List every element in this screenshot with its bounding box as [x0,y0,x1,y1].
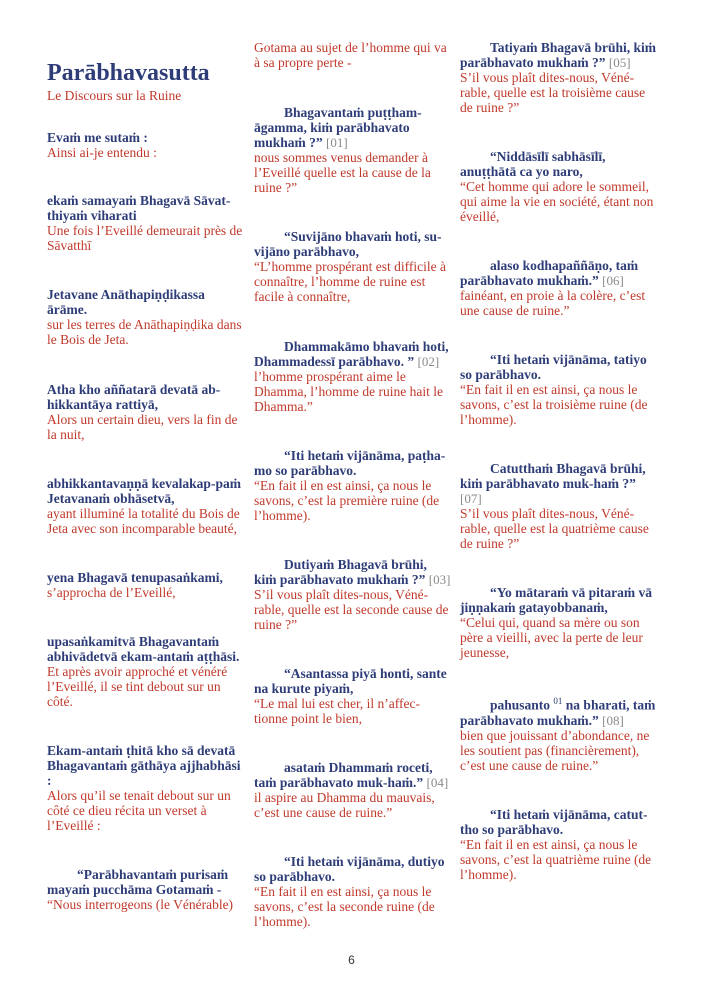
verse-block [460,807,660,882]
column-left [47,40,245,912]
french-text: “Nous interrogeons (le Vénérable) [47,896,234,912]
french-text: “En fait il en est ainsi, ça nous le savons, c’est la quatrième ruine (de l’homme). [460,836,652,882]
verse-block [254,854,451,929]
french-text: “Celui qui, quand sa mère ou son père a vieilli, avec la perte de leur jeunesse, [460,615,643,660]
pali-text-line: Dutiyaṁ Bhagavā brūhi, kiṁ parābhavato mukhaṁ ?” [254,557,427,587]
pali-text-line: pahusanto [490,697,551,713]
pali-text [254,105,451,150]
verse-block [47,476,245,536]
french-text: Une fois l’Eveillé demeurait près de Sāvatthī [47,222,243,253]
verse-block [254,448,451,523]
verse-block [47,382,245,442]
french-text: “En fait il en est ainsi, ça nous le savons, c’est la première ruine (de l’homme). [254,478,440,523]
verse-block [254,40,451,70]
french-text: ayant illuminé la totalité du Bois de Jeta avec son incomparable beauté, [47,505,240,536]
page-title: Parābhavasutta [47,60,210,86]
pali-text: upasaṅkamitvā Bhagavantaṁ abhivādetvā ekam-antaṁ aṭṭhāsi. [47,633,240,664]
footnote-marker: 01 [553,696,563,706]
pali-text-line: Tatiyaṁ Bhagavā brūhi, kiṁ parābhavato mukhaṁ ?” [460,40,657,70]
verse-block [460,258,660,318]
verse-block [47,193,245,253]
verse-block [47,287,245,347]
pali-text: Atha kho aññatarā devatā ab-hikkantāya rattiyā, [47,381,221,412]
verse-number: [08] [602,712,624,728]
french-text: S’il vous plaît dites-nous, Véné-rable, quelle est la troisième cause de ruine ?” [460,70,646,115]
verse-block [254,105,451,195]
verse-number: [04] [426,775,449,790]
pali-text-line: asataṁ Dhammaṁ roceti, taṁ parābhavato muk-haṁ.” [254,760,433,790]
french-text: S’il vous plaît dites-nous, Véné-rable, quelle est la quatrième cause de ruine ?” [460,506,649,551]
pali-text: Ekam-antaṁ ṭhitā kho sā devatā Bhagavantaṁ gāthāya ajjhabhāsi : [47,742,241,788]
pali-text-line: na bharati, taṁ parābhavato mukhaṁ.” [460,697,656,728]
verse-block [47,634,245,709]
verse-block [47,570,245,600]
pali-text: yena Bhagavā tenupasaṅkami, [47,569,223,585]
french-text: Alors qu’il se tenait debout sur un côté ce dieu récita un verset à l’Eveillé : [47,787,231,833]
french-text: S’il vous plaît dites-nous, Véné-rable, quelle est la seconde cause de ruine ?” [254,587,449,632]
pali-text [460,694,660,728]
french-text: Ainsi ai-je entendu : [47,144,157,160]
verse-number: [02] [417,354,440,369]
verse-block [460,149,660,224]
pali-text: “Niddāsīlī sabhāsīlī, anuṭṭhātā ca yo naro, [460,149,606,179]
page-number: 6 [348,953,355,967]
pali-text: ekaṁ samayaṁ Bhagavā Sāvat-thiyaṁ viharati [47,192,231,223]
pali-text-line: alaso kodhapaññāṇo, taṁ parābhavato mukhaṁ.” [460,258,639,288]
verse-block [254,339,451,414]
verse-block [254,666,451,726]
pali-text [460,40,660,70]
verse-block [460,40,660,115]
verse-block [460,352,660,427]
french-text: “En fait il en est ainsi, ça nous le savons, c’est la seconde ruine (de l’homme). [254,884,435,929]
pali-text: “Parābhavantaṁ purisaṁ mayaṁ pucchāma Gotamaṁ - [47,866,229,897]
verse-block [460,461,660,551]
pali-text: abhikkantavaṇṇā kevalakap-paṁ Jetavanaṁ obhāsetvā, [47,475,241,506]
pali-text [460,258,660,288]
verse-block [254,229,451,304]
verse-number: [05] [608,55,631,70]
verse-number: [07] [460,491,482,506]
verse-block [47,130,245,160]
french-text: il aspire au Dhamma du mauvais, c’est une cause de ruine.” [254,790,435,820]
pali-text [254,339,451,369]
french-text: “L’homme prospérant est difficile à connaître, l’homme de ruine est facile à connaître, [254,259,446,304]
verse-block [254,557,451,632]
french-text: s’approcha de l’Eveillé, [47,584,176,600]
pali-text [460,461,660,506]
verse-number: [06] [602,273,624,288]
pali-text [254,760,451,790]
pali-text: “Asantassa piyā honti, sante na kurute piyaṁ, [254,666,447,696]
pali-text [254,557,451,587]
pali-text: “Yo mātaraṁ vā pitaraṁ vā jiṇṇakaṁ gatayobbanaṁ, [460,585,652,615]
verse-block [460,585,660,660]
french-text: “En fait il en est ainsi, ça nous le savons, c’est la troisième ruine (de l’homme). [460,382,648,427]
verse-number: [03] [428,572,451,587]
pali-text: “Suvijāno bhavaṁ hoti, su-vijāno parābhavo, [254,229,442,259]
column-middle [254,40,451,929]
pali-text-line: Bhagavantaṁ puṭṭham-āgamma, kiṁ parābhavato mukhaṁ ?” [254,105,422,150]
page-subtitle: Le Discours sur la Ruine [47,88,182,104]
pali-text-line: Dhammakāmo bhavaṁ hoti, Dhammadessī parābhavo. ” [254,339,449,369]
french-text: “Le mal lui est cher, il n’affec-tionne point le bien, [254,696,421,726]
french-text: sur les terres de Anāthapiṇḍika dans le Bois de Jeta. [47,316,242,347]
french-text: fainéant, en proie à la colère, c’est une cause de ruine.” [460,288,646,318]
pali-text-line: Catutthaṁ Bhagavā brūhi, kiṁ parābhavato muk-haṁ ?” [460,461,646,491]
french-text: bien que jouissant d’abondance, ne les soutient pas (financièrement), c’est une cause de ruine.” [460,727,650,773]
pali-text: “Iti hetaṁ vijānāma, paṭha-mo so parābhavo. [254,448,446,478]
verse-number: [01] [326,135,348,150]
verse-block [47,743,245,833]
french-text: l’homme prospérant aime le Dhamma, l’homme de ruine hait le Dhamma.” [254,369,443,414]
column-right [460,40,660,882]
french-text: Alors un certain dieu, vers la fin de la nuit, [47,411,238,442]
pali-text: Evaṁ me sutaṁ : [47,129,148,145]
french-text: “Cet homme qui adore le sommeil, qui aime la vie en société, étant non éveillé, [460,179,654,224]
french-text: Gotama au sujet de l’homme qui va à sa propre perte - [254,40,447,70]
pali-text: “Iti hetaṁ vijānāma, tatiyo so parābhavo. [460,352,647,382]
verse-block [460,694,660,773]
verse-block [254,760,451,820]
french-text: Et après avoir approché et vénéré l’Eveillé, il se tint debout sur un côté. [47,663,228,709]
pali-text: “Iti hetaṁ vijānāma, catut-tho so parābhavo. [460,806,648,837]
french-text: nous sommes venus demander à l’Eveillé quelle est la cause de la ruine ?” [254,150,431,195]
verse-block [47,867,245,912]
pali-text: Jetavane Anāthapiṇḍikassa ārāme. [47,286,205,317]
pali-text: “Iti hetaṁ vijānāma, dutiyo so parābhavo. [254,854,445,884]
